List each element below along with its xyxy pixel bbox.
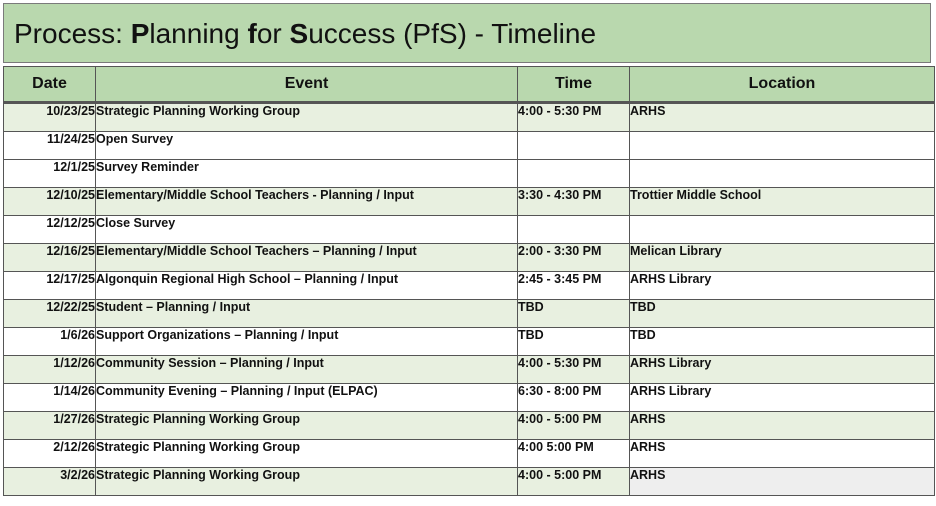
cell-location: Trottier Middle School (630, 188, 935, 216)
cell-time: 4:00 - 5:30 PM (518, 103, 630, 132)
cell-time (518, 216, 630, 244)
cell-date: 12/22/25 (4, 300, 96, 328)
page-title (14, 17, 596, 51)
title-prefix: Process: (14, 18, 131, 49)
table-row (4, 356, 935, 384)
cell-time: 4:00 - 5:00 PM (518, 468, 630, 496)
table-row (4, 468, 935, 496)
column-header-date: Date (4, 67, 96, 103)
cell-location: ARHS (630, 103, 935, 132)
cell-date: 12/10/25 (4, 188, 96, 216)
cell-date: 3/2/26 (4, 468, 96, 496)
cell-event: Strategic Planning Working Group (96, 412, 518, 440)
cell-date: 12/12/25 (4, 216, 96, 244)
title-p-letter: P (130, 18, 150, 49)
cell-time (518, 160, 630, 188)
cell-location: Melican Library (630, 244, 935, 272)
cell-date: 2/12/26 (4, 440, 96, 468)
cell-time: 4:00 - 5:00 PM (518, 412, 630, 440)
cell-date: 1/14/26 (4, 384, 96, 412)
table-row (4, 216, 935, 244)
cell-event: Student – Planning / Input (96, 300, 518, 328)
table-row (4, 440, 935, 468)
cell-event: Algonquin Regional High School – Planning / Input (96, 272, 518, 300)
cell-event: Close Survey (96, 216, 518, 244)
cell-location: ARHS (630, 412, 935, 440)
title-s-letter: S (289, 18, 309, 49)
cell-location (630, 160, 935, 188)
cell-time: 3:30 - 4:30 PM (518, 188, 630, 216)
header-row (4, 67, 935, 103)
table-row (4, 412, 935, 440)
cell-event: Strategic Planning Working Group (96, 103, 518, 132)
timeline-body (4, 103, 935, 496)
cell-event: Support Organizations – Planning / Input (96, 328, 518, 356)
column-header-time: Time (518, 67, 630, 103)
cell-event: Community Session – Planning / Input (96, 356, 518, 384)
title-f-letter: f (247, 18, 257, 49)
cell-date: 1/12/26 (4, 356, 96, 384)
column-header-location: Location (630, 67, 935, 103)
cell-location: ARHS Library (630, 272, 935, 300)
cell-time: 2:45 - 3:45 PM (518, 272, 630, 300)
table-row (4, 300, 935, 328)
cell-date: 12/16/25 (4, 244, 96, 272)
cell-location: ARHS (630, 440, 935, 468)
table-row (4, 188, 935, 216)
table-row (4, 384, 935, 412)
cell-time: 6:30 - 8:00 PM (518, 384, 630, 412)
title-f-rest: or (256, 18, 290, 49)
table-row (4, 272, 935, 300)
cell-time: TBD (518, 328, 630, 356)
table-row (4, 244, 935, 272)
table-row (4, 160, 935, 188)
cell-location: TBD (630, 328, 935, 356)
title-p-rest: lanning (149, 18, 248, 49)
cell-time: 4:00 5:00 PM (518, 440, 630, 468)
cell-time: 2:00 - 3:30 PM (518, 244, 630, 272)
cell-location (630, 216, 935, 244)
cell-event: Elementary/Middle School Teachers – Planning / Input (96, 244, 518, 272)
cell-date: 1/27/26 (4, 412, 96, 440)
cell-event: Strategic Planning Working Group (96, 468, 518, 496)
cell-location: TBD (630, 300, 935, 328)
cell-event: Elementary/Middle School Teachers - Planning / Input (96, 188, 518, 216)
cell-time: TBD (518, 300, 630, 328)
cell-date: 11/24/25 (4, 132, 96, 160)
cell-location (630, 132, 935, 160)
title-bar (3, 3, 931, 63)
cell-time (518, 132, 630, 160)
cell-location: ARHS Library (630, 356, 935, 384)
table-row (4, 103, 935, 132)
column-header-event: Event (96, 67, 518, 103)
cell-date: 10/23/25 (4, 103, 96, 132)
cell-location: ARHS (630, 468, 935, 496)
title-s-rest: uccess (PfS) - Timeline (308, 18, 597, 49)
cell-date: 12/1/25 (4, 160, 96, 188)
cell-event: Strategic Planning Working Group (96, 440, 518, 468)
table-row (4, 132, 935, 160)
timeline-table (3, 66, 935, 496)
cell-event: Community Evening – Planning / Input (ELPAC) (96, 384, 518, 412)
cell-date: 12/17/25 (4, 272, 96, 300)
cell-event: Survey Reminder (96, 160, 518, 188)
cell-time: 4:00 - 5:30 PM (518, 356, 630, 384)
cell-location: ARHS Library (630, 384, 935, 412)
table-row (4, 328, 935, 356)
cell-date: 1/6/26 (4, 328, 96, 356)
cell-event: Open Survey (96, 132, 518, 160)
